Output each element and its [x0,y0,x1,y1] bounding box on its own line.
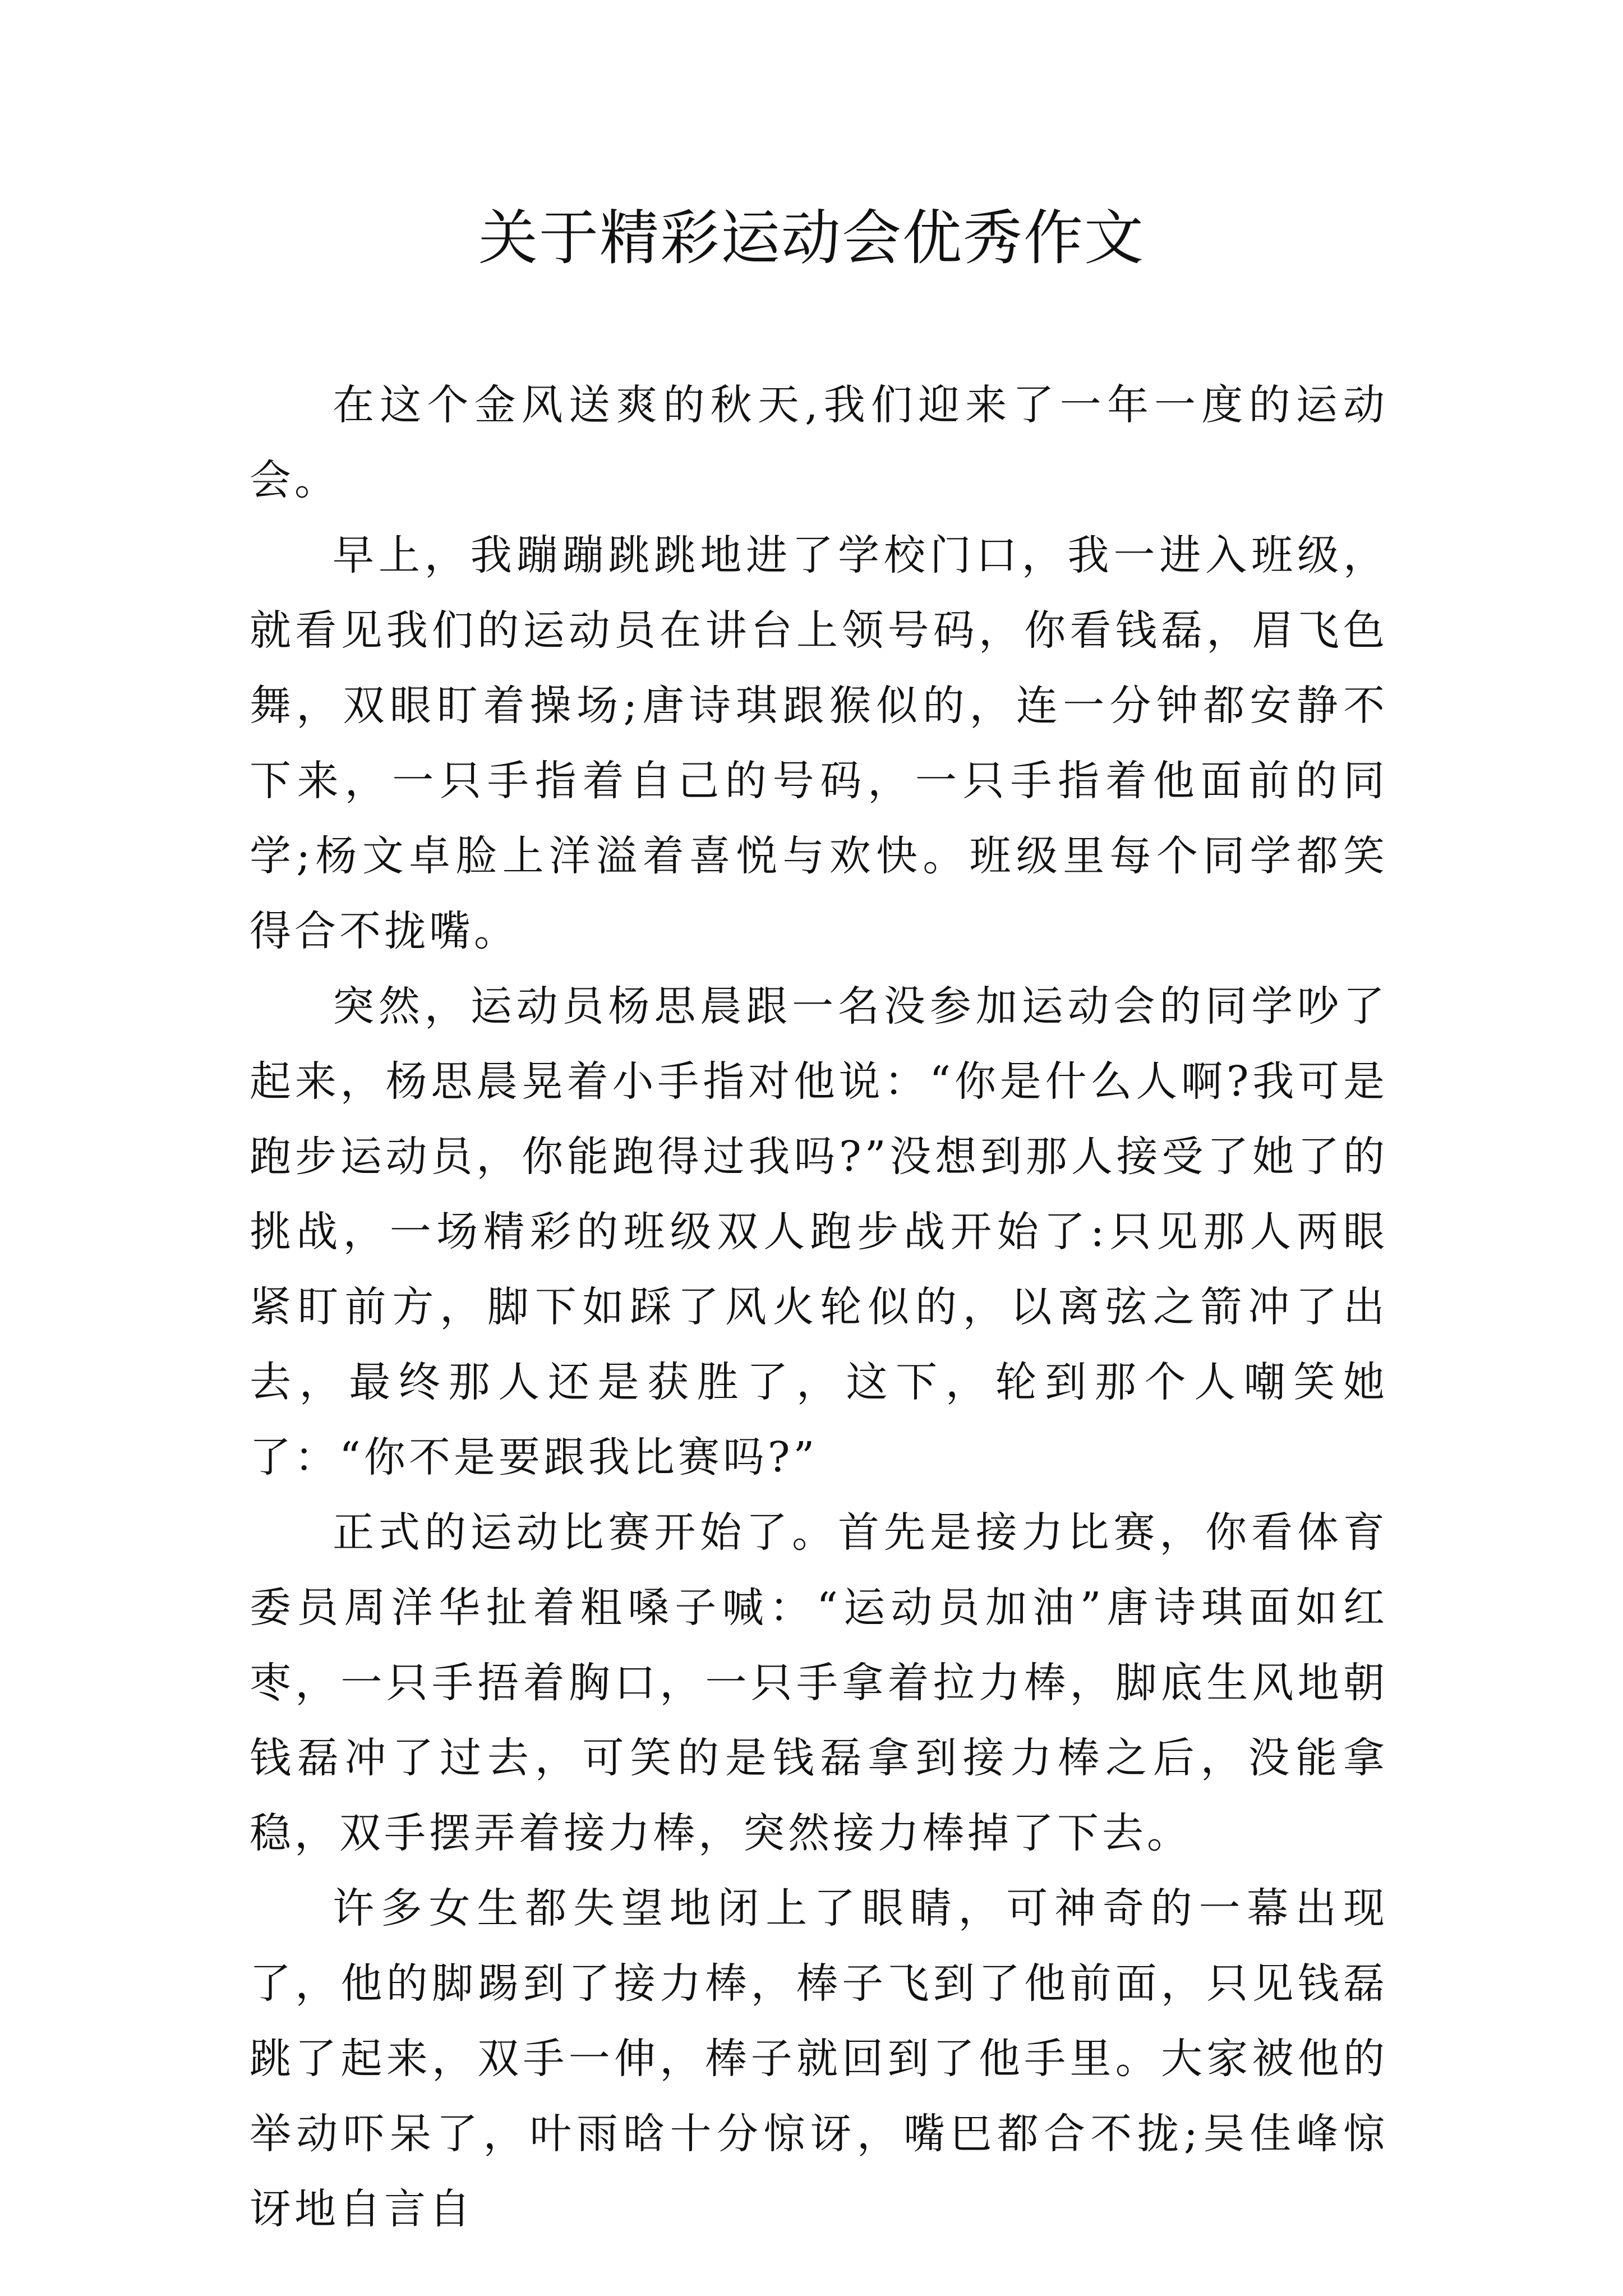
paragraph-2: 早上，我蹦蹦跳跳地进了学校门口，我一进入班级，就看见我们的运动员在讲台上领号码，你看钱磊，眉飞色舞，双眼盯着操场;唐诗琪跟猴似的，连一分钟都安静不下来，一只手指着自己的号码，一只手指着他面前的同学;杨文卓脸上洋溢着喜悦与欢快。班级里每个同学都笑得合不拢嘴。 [250,531,1388,955]
document-title: 关于精彩运动会优秀作文 [478,204,1145,273]
document-body [250,367,1388,2247]
paragraph-1: 在这个金风送爽的秋天,我们迎来了一年一度的运动会。 [250,381,1388,504]
paragraph-3: 突然，运动员杨思晨跟一名没参加运动会的同学吵了起来，杨思晨晃着小手指对他说：“你是什么人啊?我可是跑步运动员，你能跑得过我吗?”没想到那人接受了她了的挑战，一场精彩的班级双人跑步战开始了:只见那人两眼紧盯前方，脚下如踩了风火轮似的，以离弦之箭冲了出去，最终那人还是获胜了，这下，轮到那个人嘲笑她了：“你不是要跟我比赛吗?” [250,982,1388,1481]
paragraph-5: 许多女生都失望地闭上了眼睛，可神奇的一幕出现了，他的脚踢到了接力棒，棒子飞到了他前面，只见钱磊跳了起来，双手一伸，棒子就回到了他手里。大家被他的举动吓呆了，叶雨晗十分惊讶，嘴巴都合不拢;吴佳峰惊讶地自言自 [250,1884,1388,2233]
paragraph-4: 正式的运动比赛开始了。首先是接力比赛，你看体育委员周洋华扯着粗嗓子喊：“运动员加油”唐诗琪面如红枣，一只手捂着胸口，一只手拿着拉力棒，脚底生风地朝钱磊冲了过去，可笑的是钱磊拿到接力棒之后，没能拿稳，双手摆弄着接力棒，突然接力棒掉了下去。 [250,1508,1388,1857]
